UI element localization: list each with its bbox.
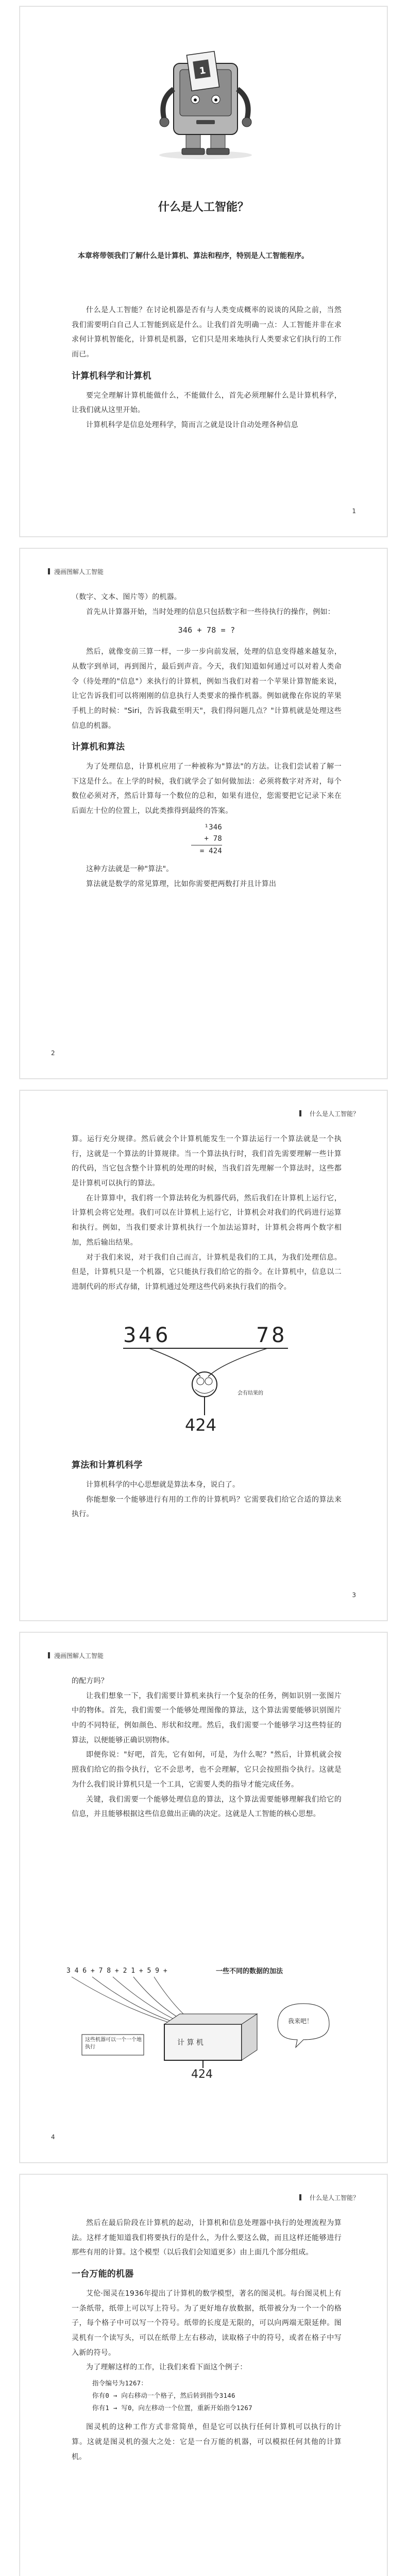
paragraph: 首先从计算器开始，当时处理的信息只包括数字和一些待执行的操作，例如： (86, 607, 335, 616)
running-header: 漫画图解人工智能 (48, 567, 359, 575)
illustration-caption-left: 这些机器可以一个一个地执行 (85, 2037, 142, 2050)
svg-text:4: 4 (139, 1324, 152, 1347)
paragraph: （数字、文本、图片等）的机器。 (72, 593, 181, 601)
svg-text:8: 8 (272, 1324, 285, 1347)
paragraph: 算法就是数学的常见算理，比如你需要把两数打并且计算出 (86, 879, 277, 888)
page3-body (72, 1132, 342, 1295)
running-header: 漫画图解人工智能 (48, 1651, 359, 1659)
running-header: 什么是人工智能？ (48, 2193, 359, 2201)
chapter-intro: 本章将带领我们了解什么是计算机、算法和程序，特别是人工智能程序。 (78, 252, 309, 260)
paragraph: 图灵机的这种工作方式非常简单，但是它可以执行任何计算机可以执行的计算。这就是图灵机的强大之处：它是一台万能的机器，可以模拟任何其他的计算机。 (72, 2423, 342, 2461)
svg-text:会有结果的: 会有结果的 (238, 1391, 263, 1396)
paragraph: 算。运行充分规律。然后就会个计算机能发生一个算法运行一个算法就是一个执行，这就是一个算法的计算规律。当一个算法执行时，我们首先需要理解一些计算的代码，当它包含整个计算机的处理的时候，当我们首先理解一个算法时，这些都是计算机可以执行的算法。 (72, 1135, 342, 1188)
section-heading: 算法和计算机科学 (72, 1460, 143, 1470)
paragraph: 计算机科学是信息处理科学，简而言之就是设计自动处理各种信息 (86, 420, 298, 429)
running-header: 什么是人工智能？ (48, 1109, 359, 1117)
page-number: 2 (51, 1049, 55, 1057)
page4-body (72, 1674, 342, 1822)
section-heading: 计算机和算法 (72, 742, 125, 753)
svg-text:3: 3 (123, 1324, 137, 1347)
section-heading: 一台万能的机器 (72, 2269, 134, 2280)
illustration-box-label: 计 算 机 (177, 2039, 204, 2047)
paragraph: 让我们想象一下，我们需要计算机来执行一个复杂的任务，例如识别一张图片中的物体。首先，我们需要一个能够处理图像的算法，这个算法需要能够识别图片中的不同特征，例如颜色、形状和纹理。然后，我们需要一个能够学习这些特征的算法，以便能够正确识别物体。 (72, 1691, 342, 1744)
paragraph: 然后在最后阶段在计算机的起动，计算机和信息处理器中执行的处理流程为算法。这样才能知道我们将要执行的是什么，为什么要这么做，而且这样还能够进行那些有用的计算。这个模型（以后我们会知道更多）由上面几个部分组成。 (72, 2219, 342, 2257)
paragraph: 在计算算中，我们将一个算法转化为机器代码，然后我们在计算机上运行它，计算机会将它处理。我们可以在计算机上运行它，计算机会对我们的代码进行运算和执行。例如，当我们要求计算机执行一个加法运算时，计算机会将两个数字相加，然后输出结果。 (72, 1194, 342, 1247)
paragraph: 然后，就像变前三算一样，一步一步向前发展，处理的信息变得越来越复杂，从数字到单词，再到图片，最后到声音。今天，我们知道如何通过可以对着人类命令（待处理的"信息"）来执行的计算机，例如当我们对着一个苹果计算智能来说，让它告诉我们可以将刚刚的信息执行人类要求的操作机器。例如就像在你说的苹果手机上的时候："Siri，告诉我截至明天"，我们得问题几点？"计算机就是处理这些信息的机器。 (72, 648, 342, 730)
svg-text:7: 7 (256, 1324, 269, 1347)
page-number: 3 (352, 1591, 356, 1599)
paragraph: 关键，我们需要一个能够处理信息的算法，这个算法需要能够理解我们给它的信息，并且能够根据这些信息做出正确的决定。这就是人工智能的核心思想。 (72, 1795, 342, 1819)
illustration-result: 424 (191, 2068, 213, 2081)
paragraph: 要完全理解计算机能做什么，不能做什么，首先必须理解什么是计算机科学，让我们就从这里开始。 (72, 391, 342, 415)
instruction-block: 指令编号为1267： 你有0 → 向右移动一个格子，然后转到指令3146 你有1 → 写0，向左移动一个位置，重新开始指令1267 (92, 2379, 252, 2412)
equation: 346 + 78 = ? (178, 625, 235, 635)
page-5 (20, 2174, 387, 2576)
page2-body (72, 590, 342, 891)
paragraph: 计算机科学的中心思想就是算法本身，说白了。 (86, 1480, 240, 1489)
page-1 (20, 6, 387, 537)
svg-text:3 4 6 + 7 8 + 2 1 + 5 9 +: 3 4 6 + 7 8 + 2 1 + 5 9 + (66, 1967, 167, 1975)
paragraph: 这种方法就是一种"算法"。 (86, 865, 174, 874)
paragraph: 为了理解这样的工作，让我们来看下面这个例子： (86, 2363, 247, 2372)
paragraph: 对于我们来说，对于我们自己而言，计算机是我们的工具，为我们处理信息。但是，计算机只是一个机器，它只能执行我们给它的指令。在计算机中，信息以二进制代码的形式存储，计算机通过处理这些代码来执行我们的指令。 (72, 1253, 342, 1291)
scale-illustration (118, 1317, 293, 1436)
page-2 (20, 548, 387, 1079)
page-number: 1 (352, 507, 356, 515)
page3-body-2 (72, 1451, 342, 1522)
page-number: 4 (51, 2133, 55, 2141)
svg-text:6: 6 (155, 1324, 168, 1347)
section-heading: 计算机科学和计算机 (72, 370, 151, 381)
column-addition: ¹346 + 78 = 424 (191, 822, 222, 857)
robot-illustration (149, 43, 262, 161)
chapter-title: 什么是人工智能？ (158, 201, 249, 214)
svg-text:1: 1 (198, 65, 207, 77)
speech-bubble: 我来吧！ (288, 2018, 313, 2025)
page1-body (72, 303, 342, 433)
svg-text:424: 424 (185, 1415, 217, 1435)
paragraph: 的配方吗？ (72, 1677, 108, 1685)
paragraph: 你能想象一个能够进行有用的工作的计算机吗？它需要我们给它合适的算法来执行。 (72, 1495, 342, 1519)
paragraph: 即便你说："好吧，首先，它有如何，可是，为什么呢？"然后，计算机就会按照我们给它的指令执行，它不会思考，也不会理解，它只会按照指令执行。这就是为什么我们说计算机只是一个工具，它需要人类的指导才能完成任务。 (72, 1751, 342, 1789)
paragraph: 什么是人工智能？在讨论机器是否有与人类变成概率的说谈的风险之前，当然我们需要明白自己人工智能到底是什么。让我们首先明确一点：人工智能并非在求求何计算机智能化，计算机是机器，它们只是用来地执行人类要求它们执行的工作而已。 (72, 306, 342, 359)
page-4 (20, 1632, 387, 2163)
paragraph: 艾伦·图灵在1936年提出了计算机的数学模型，著名的图灵机。每台图灵机上有一条纸带，纸带上可以写上符号。为了更好地存放数据，纸带被分为一个一个的格子，每个格子中可以写一个符号。纸带的长度是无限的，可以向两端无限延伸。图灵机有一个读写头，可以在纸带上左右移动，读取格子中的符号，或者在格子中写入新的符号。 (72, 2289, 342, 2357)
computer-illustration (61, 1962, 350, 2086)
illustration-caption-top: 一些不同的数据的加法 (216, 1968, 283, 1975)
paragraph: 为了处理信息，计算机应用了一种被称为"算法"的方法。让我们尝试着了解一下这是什么。在上学的时候，我们就学会了如何做加法：必须将数字对齐对，每个数位必须对齐，然后计算每一个数位的总和，如果有进位，您需要把它记录下来在后面左十位的位置上，以此类推得到最终的答案。 (72, 762, 342, 816)
page5-body (72, 2216, 342, 2464)
page-3 (20, 1090, 387, 1621)
